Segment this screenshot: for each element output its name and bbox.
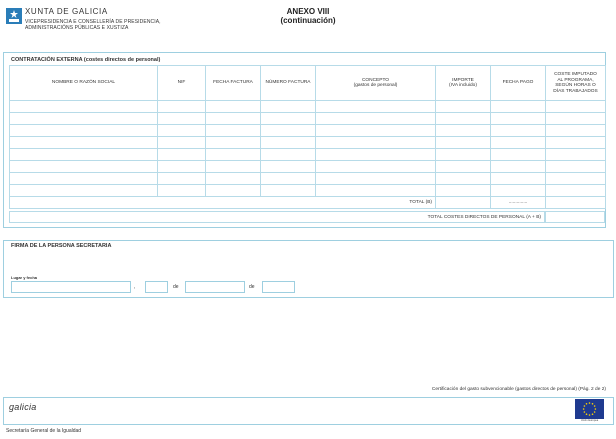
cell-invoice-date[interactable] bbox=[206, 113, 261, 125]
total-b-amount[interactable] bbox=[436, 197, 491, 209]
cell-name[interactable] bbox=[10, 113, 158, 125]
cell-imputed-cost[interactable] bbox=[546, 137, 606, 149]
eu-flag-icon bbox=[575, 399, 604, 419]
cell-nif[interactable] bbox=[158, 101, 206, 113]
cell-nif[interactable] bbox=[158, 113, 206, 125]
cell-amount[interactable] bbox=[436, 173, 491, 185]
cell-name[interactable] bbox=[10, 173, 158, 185]
cell-invoice-date[interactable] bbox=[206, 185, 261, 197]
cell-amount[interactable] bbox=[436, 185, 491, 197]
year-field[interactable] bbox=[262, 281, 295, 293]
cell-name[interactable] bbox=[10, 149, 158, 161]
certification-page-note: Certificación del gasto subvencionable (gastos directos de personal) (Pág. 2 de 2) bbox=[431, 387, 606, 392]
expense-table bbox=[9, 65, 606, 209]
de-text-1: de bbox=[173, 284, 179, 290]
cell-amount[interactable] bbox=[436, 137, 491, 149]
cell-name[interactable] bbox=[10, 137, 158, 149]
total-costs-label: TOTAL COSTES DIRECTOS DE PERSONAL (A + B) bbox=[9, 211, 545, 223]
cell-amount[interactable] bbox=[436, 161, 491, 173]
cell-amount[interactable] bbox=[436, 101, 491, 113]
cell-payment-date[interactable] bbox=[491, 101, 546, 113]
col-header-nif: NIF bbox=[158, 66, 206, 101]
cell-payment-date[interactable] bbox=[491, 173, 546, 185]
cell-concept[interactable] bbox=[316, 125, 436, 137]
total-b-label: TOTAL (B) bbox=[10, 197, 436, 209]
table-row bbox=[10, 125, 606, 137]
cell-amount[interactable] bbox=[436, 125, 491, 137]
cell-concept[interactable] bbox=[316, 137, 436, 149]
total-b-dots: .............. bbox=[491, 197, 546, 209]
cell-nif[interactable] bbox=[158, 125, 206, 137]
org-subtitle-line2: ADMINISTRACIÓNS PÚBLICAS E XUSTIZA bbox=[25, 25, 129, 31]
cell-payment-date[interactable] bbox=[491, 113, 546, 125]
secretary-general-text: Secretaría General de la Igualdad bbox=[6, 428, 82, 434]
cell-concept[interactable] bbox=[316, 161, 436, 173]
col-header-amount: IMPORTE (IVA incluido) bbox=[436, 66, 491, 101]
cell-imputed-cost[interactable] bbox=[546, 185, 606, 197]
place-field[interactable] bbox=[11, 281, 131, 293]
table-header-row bbox=[10, 66, 606, 101]
cell-invoice-date[interactable] bbox=[206, 101, 261, 113]
total-b-row bbox=[10, 197, 606, 209]
galicia-brand-logo: galicia bbox=[9, 402, 37, 412]
table-row bbox=[10, 101, 606, 113]
cell-imputed-cost[interactable] bbox=[546, 149, 606, 161]
cell-payment-date[interactable] bbox=[491, 125, 546, 137]
cell-imputed-cost[interactable] bbox=[546, 113, 606, 125]
cell-invoice-number[interactable] bbox=[261, 173, 316, 185]
cell-payment-date[interactable] bbox=[491, 161, 546, 173]
cell-invoice-date[interactable] bbox=[206, 137, 261, 149]
total-b-imputed[interactable] bbox=[546, 197, 606, 209]
cell-concept[interactable] bbox=[316, 113, 436, 125]
table-row bbox=[10, 113, 606, 125]
cell-payment-date[interactable] bbox=[491, 185, 546, 197]
cell-invoice-date[interactable] bbox=[206, 161, 261, 173]
cell-concept[interactable] bbox=[316, 149, 436, 161]
cell-payment-date[interactable] bbox=[491, 137, 546, 149]
cell-invoice-number[interactable] bbox=[261, 125, 316, 137]
cell-imputed-cost[interactable] bbox=[546, 125, 606, 137]
cell-invoice-number[interactable] bbox=[261, 137, 316, 149]
cell-imputed-cost[interactable] bbox=[546, 161, 606, 173]
cell-nif[interactable] bbox=[158, 161, 206, 173]
col-header-name: NOMBRE O RAZÓN SOCIAL bbox=[10, 66, 158, 101]
de-text-2: de bbox=[249, 284, 255, 290]
annex-title: ANEXO VIII bbox=[286, 7, 330, 16]
place-date-label: Lugar y fecha bbox=[11, 275, 38, 280]
table-row bbox=[10, 161, 606, 173]
cell-payment-date[interactable] bbox=[491, 149, 546, 161]
cell-imputed-cost[interactable] bbox=[546, 101, 606, 113]
col-header-invoice-number: NÚMERO FACTURA bbox=[261, 66, 316, 101]
table-row bbox=[10, 149, 606, 161]
cell-name[interactable] bbox=[10, 185, 158, 197]
table-row bbox=[10, 173, 606, 185]
table-row bbox=[10, 137, 606, 149]
signature-section-title: FIRMA DE LA PERSONA SECRETARIA bbox=[11, 243, 112, 249]
cell-imputed-cost[interactable] bbox=[546, 173, 606, 185]
annex-subtitle: (continuación) bbox=[280, 16, 336, 25]
cell-invoice-number[interactable] bbox=[261, 185, 316, 197]
cell-concept[interactable] bbox=[316, 173, 436, 185]
cell-amount[interactable] bbox=[436, 113, 491, 125]
footer-frame bbox=[3, 397, 614, 425]
col-header-invoice-date: FECHA FACTURA bbox=[206, 66, 261, 101]
col-header-payment-date: FECHA PAGO bbox=[491, 66, 546, 101]
total-costs-value-field[interactable] bbox=[545, 211, 605, 223]
cell-invoice-date[interactable] bbox=[206, 149, 261, 161]
comma-separator: , bbox=[134, 284, 136, 290]
cell-nif[interactable] bbox=[158, 185, 206, 197]
cell-invoice-number[interactable] bbox=[261, 161, 316, 173]
cell-invoice-date[interactable] bbox=[206, 173, 261, 185]
cell-name[interactable] bbox=[10, 125, 158, 137]
cell-invoice-number[interactable] bbox=[261, 113, 316, 125]
expense-section-title: CONTRATACIÓN EXTERNA (costes directos de personal) bbox=[11, 57, 161, 63]
cell-name[interactable] bbox=[10, 101, 158, 113]
cell-name[interactable] bbox=[10, 161, 158, 173]
eu-caption: Unión Europea bbox=[580, 419, 599, 422]
col-header-imputed-cost: COSTE IMPUTADO AL PROGRAMA, SEGÚN HORAS O DÍAS TRABAJADOS bbox=[546, 66, 606, 101]
month-field[interactable] bbox=[185, 281, 245, 293]
cell-concept[interactable] bbox=[316, 185, 436, 197]
cell-invoice-number[interactable] bbox=[261, 149, 316, 161]
cell-nif[interactable] bbox=[158, 137, 206, 149]
cell-invoice-date[interactable] bbox=[206, 125, 261, 137]
col-header-concept: CONCEPTO (gastos de personal) bbox=[316, 66, 436, 101]
org-name: XUNTA DE GALICIA bbox=[25, 7, 108, 16]
org-subtitle-line1: VICEPRESIDENCIA E CONSELLERÍA DE PRESIDENCIA, bbox=[25, 19, 161, 25]
cell-amount[interactable] bbox=[436, 149, 491, 161]
cell-nif[interactable] bbox=[158, 173, 206, 185]
day-field[interactable] bbox=[145, 281, 168, 293]
table-row bbox=[10, 185, 606, 197]
cell-invoice-number[interactable] bbox=[261, 101, 316, 113]
cell-concept[interactable] bbox=[316, 101, 436, 113]
cell-nif[interactable] bbox=[158, 149, 206, 161]
